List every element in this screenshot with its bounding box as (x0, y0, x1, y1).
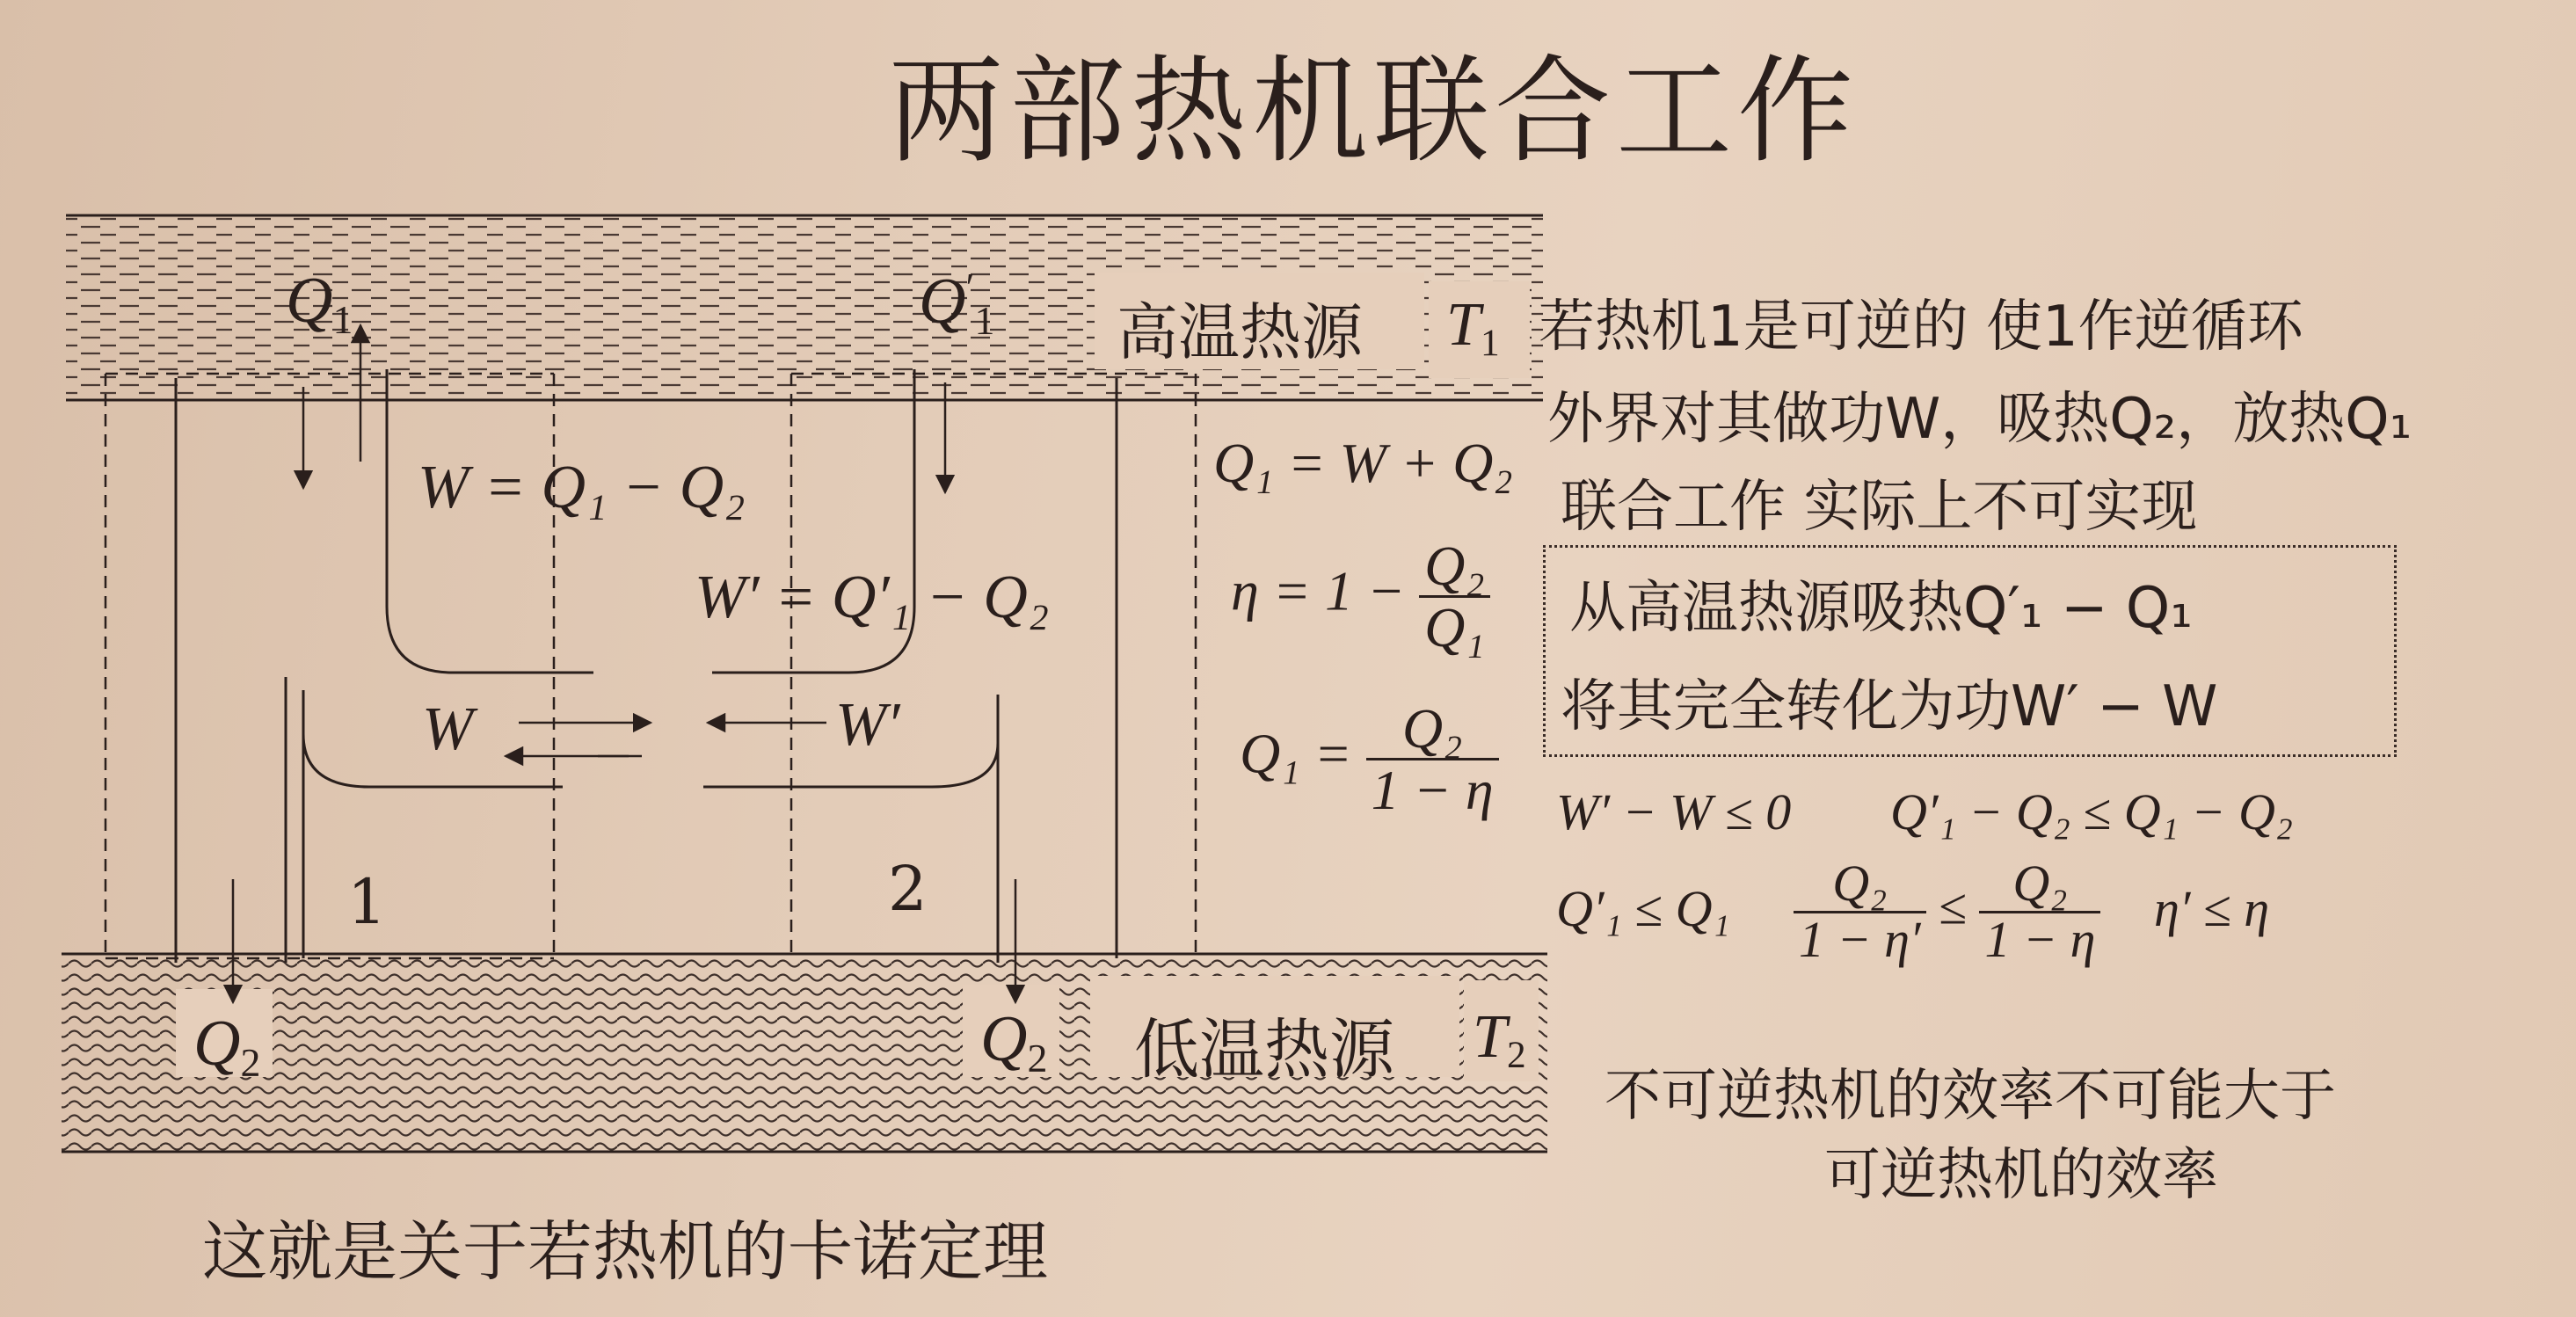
inequality-efficiency-fraction: $\frac{\text{Q₂}}{1 - \eta'}$ ≤ $\frac{\text{Q₂}}{1 - \eta}$ (1794, 857, 2100, 967)
explanation-line-3: 联合工作 实际上不可实现 (1561, 475, 2198, 540)
box-line-2: 将其完全转化为功W′ − W (1561, 674, 2218, 739)
explanation-line-2: 外界对其做功W，吸热Q₂，放热Q₁ (1547, 387, 2412, 452)
inequality-q1: Q′₁ ≤ Q₁ (1556, 880, 1730, 937)
conclusion-line-1: 不可逆热机的效率不可能大于 (1605, 1064, 2336, 1129)
explanation-line-1: 若热机1是可逆的 使1作逆循环 (1539, 295, 2303, 360)
engine-2-label: 2 (888, 853, 928, 925)
conclusion-line-2: 可逆热机的效率 (1824, 1143, 2218, 1208)
work-label-2: W′ (835, 691, 900, 759)
footer-theorem: 这就是关于若热机的卡诺定理 (202, 1214, 1048, 1290)
box-line-1: 从高温热源吸热Q′₁ − Q₁ (1569, 576, 2193, 641)
page-title: 两部热机联合工作 (888, 44, 1859, 179)
cold-temp-label: $T_2$ (1473, 1003, 1526, 1077)
q2-right-label: $Q_2$ (980, 1003, 1048, 1081)
inequality-heat: Q′₁ − Q₂ ≤ Q₁ − Q₂ (1890, 783, 2293, 840)
q1-label: $Q_1$ (286, 265, 353, 342)
q2-left-label: $Q_2$ (193, 1008, 261, 1085)
work-label-1: W (422, 695, 474, 763)
hot-temp-label: $T_1$ (1446, 291, 1500, 365)
formula-efficiency: η = 1 − $\frac{\text{Q₂}}{\text{Q₁}}$ (1231, 536, 1490, 657)
engine-1-label: 1 (347, 866, 387, 938)
hot-reservoir-label: 高温热源 (1117, 296, 1363, 368)
inequality-eta: η′ ≤ η (2154, 880, 2270, 937)
work-equation-1: W = Q₁ − Q₂ (418, 454, 746, 521)
cold-reservoir-label: 低温热源 (1134, 1012, 1394, 1088)
formula-q1-eta: Q₁ = $\frac{\text{Q₂}}{1 - \eta}$ (1240, 699, 1499, 819)
formula-q1-sum: Q₁ = W + Q₂ (1213, 432, 1513, 494)
inequality-work: W′ − W ≤ 0 (1556, 783, 1792, 840)
q1-prime-label: $Q'_1$ (919, 265, 995, 344)
work-equation-2: W′ = Q′₁ − Q₂ (695, 564, 1050, 631)
